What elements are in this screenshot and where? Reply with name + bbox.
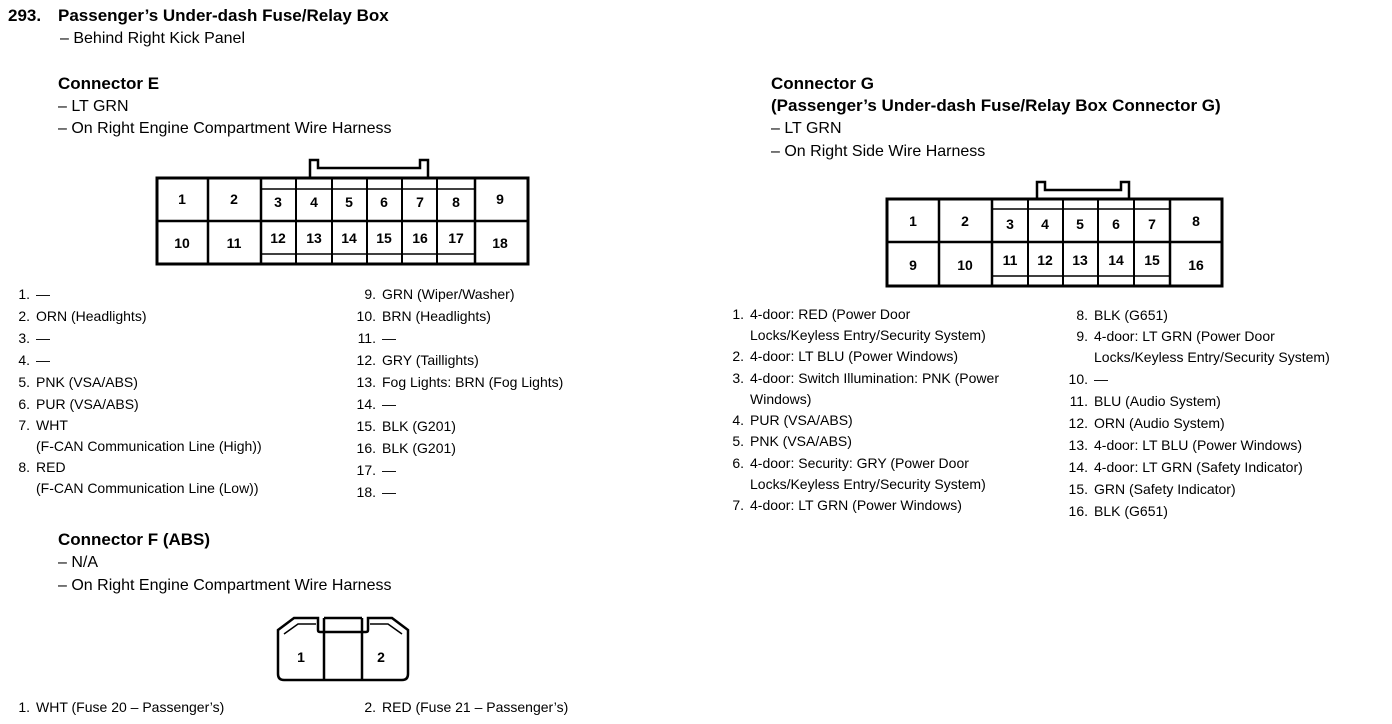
- connector-f-harness: – On Right Engine Compartment Wire Harness: [58, 577, 392, 594]
- pin-g-8: 8: [1192, 213, 1200, 229]
- connector-e-pins-right: [350, 283, 563, 503]
- pin-e-5: 5: [345, 194, 353, 210]
- list-item: 13. Fog Lights: BRN (Fog Lights): [356, 374, 564, 390]
- list-item: 5. PNK (VSA/ABS): [732, 433, 852, 449]
- pin-g-13: 13: [1072, 252, 1088, 268]
- pin-g-6: 6: [1112, 216, 1120, 232]
- list-item: 4. PUR (VSA/ABS): [732, 411, 853, 428]
- pin-g-9: 9: [909, 257, 917, 273]
- connector-f-diagram: [272, 612, 414, 684]
- list-item: 7. 4-door: LT GRN (Power Windows): [732, 496, 962, 513]
- list-item: 18. —: [356, 484, 396, 500]
- list-item: Locks/Keyless Entry/Security System): [1094, 349, 1330, 365]
- pin-e-6: 6: [380, 194, 388, 210]
- pin-e-18: 18: [492, 235, 508, 251]
- connector-g-color: – LT GRN: [771, 120, 842, 137]
- pin-e-17: 17: [448, 230, 464, 246]
- section-number: 293.: [8, 6, 42, 25]
- pin-g-5: 5: [1076, 216, 1084, 232]
- pin-e-12: 12: [270, 230, 286, 246]
- pin-g-15: 15: [1144, 252, 1160, 268]
- list-item: 10. —: [1068, 371, 1108, 387]
- list-item: 13. 4-door: LT BLU (Power Windows): [1068, 437, 1302, 453]
- list-item: 3. 4-door: Switch Illumination: PNK (Power: [732, 369, 999, 386]
- pin-f-1: 1: [297, 649, 305, 665]
- connector-e-harness: – On Right Engine Compartment Wire Harness: [58, 120, 392, 137]
- pin-g-2: 2: [961, 213, 969, 229]
- list-item: 8. BLK (G651): [1076, 307, 1168, 323]
- list-item: 7. WHT: [18, 417, 68, 433]
- pin-e-4: 4: [310, 194, 318, 210]
- list-item: Locks/Keyless Entry/Security System): [750, 475, 986, 492]
- pin-e-14: 14: [341, 230, 357, 246]
- list-item: 5. PNK (VSA/ABS): [18, 374, 138, 390]
- pin-f-2: 2: [377, 649, 385, 665]
- pin-e-9: 9: [496, 191, 504, 207]
- list-item: Locks/Keyless Entry/Security System): [750, 327, 986, 343]
- list-item: 4. —: [18, 352, 50, 368]
- list-item: 16. BLK (G651): [1068, 503, 1168, 519]
- pin-e-13: 13: [306, 230, 322, 246]
- pin-e-8: 8: [452, 194, 460, 210]
- connector-f-title: Connector F (ABS): [58, 530, 211, 549]
- list-item: 8. RED: [18, 459, 66, 475]
- connector-g-harness: – On Right Side Wire Harness: [771, 143, 986, 160]
- list-item: 2. 4-door: LT BLU (Power Windows): [732, 348, 958, 364]
- pin-e-3: 3: [274, 194, 282, 210]
- pin-g-7: 7: [1148, 216, 1156, 232]
- pin-e-11: 11: [226, 235, 242, 251]
- connector-e-diagram: [150, 154, 534, 270]
- connector-f-pin-2: [350, 696, 568, 718]
- pin-g-14: 14: [1108, 252, 1124, 268]
- section-location: – Behind Right Kick Panel: [60, 30, 245, 47]
- list-item: 14. —: [356, 396, 396, 412]
- list-item: 6. 4-door: Security: GRY (Power Door: [732, 454, 969, 471]
- list-item: 2. RED (Fuse 21 – Passenger’s): [364, 699, 569, 715]
- connector-g-title: Connector G: [771, 74, 874, 93]
- pin-e-15: 15: [376, 230, 392, 246]
- pin-g-11: 11: [1002, 252, 1018, 268]
- list-item: 2. ORN (Headlights): [18, 308, 147, 324]
- list-item: 6. PUR (VSA/ABS): [18, 396, 139, 412]
- list-item: 10. BRN (Headlights): [356, 308, 491, 324]
- connector-g-pins-left: [722, 304, 999, 516]
- pin-e-7: 7: [416, 194, 424, 210]
- connector-g-subtitle: (Passenger’s Under-dash Fuse/Relay Box Connector G): [771, 96, 1221, 115]
- pin-g-4: 4: [1041, 216, 1049, 232]
- connector-e-title: Connector E: [58, 74, 160, 93]
- connector-g-diagram: [880, 176, 1230, 292]
- pin-g-12: 12: [1037, 252, 1053, 268]
- list-item: 11. BLU (Audio System): [1069, 393, 1221, 409]
- list-item: 1. —: [18, 286, 50, 302]
- connector-f-pin-1: [8, 696, 224, 718]
- list-item: 9. GRN (Wiper/Washer): [364, 286, 515, 302]
- list-item: 9. 4-door: LT GRN (Power Door: [1076, 328, 1275, 344]
- list-item: 12. GRY (Taillights): [356, 352, 479, 368]
- list-item: 15. BLK (G201): [356, 418, 456, 434]
- list-item: 11. —: [357, 330, 396, 346]
- list-item: 14. 4-door: LT GRN (Safety Indicator): [1068, 459, 1303, 475]
- connector-e-pins-left: [8, 283, 262, 499]
- list-item: 17. —: [356, 462, 396, 478]
- list-item: 1. 4-door: RED (Power Door: [732, 306, 911, 322]
- pin-e-16: 16: [412, 230, 428, 246]
- pin-e-10: 10: [174, 235, 190, 251]
- list-item: 15. GRN (Safety Indicator): [1068, 481, 1236, 497]
- pin-g-16: 16: [1188, 257, 1204, 273]
- pin-e-2: 2: [230, 191, 238, 207]
- section-title: Passenger’s Under-dash Fuse/Relay Box: [58, 6, 389, 25]
- connector-g-pins-right: [1062, 304, 1330, 522]
- list-item: (F-CAN Communication Line (High)): [36, 438, 262, 454]
- connector-f-color: – N/A: [58, 554, 99, 571]
- list-item: 1. WHT (Fuse 20 – Passenger’s): [18, 699, 225, 715]
- pin-g-10: 10: [957, 257, 973, 273]
- list-item: Windows): [750, 390, 812, 407]
- list-item: 3. —: [18, 330, 50, 346]
- list-item: 12. ORN (Audio System): [1068, 415, 1225, 431]
- pin-g-1: 1: [909, 213, 917, 229]
- list-item: (F-CAN Communication Line (Low)): [36, 480, 259, 496]
- pin-e-1: 1: [178, 191, 186, 207]
- list-item: 16. BLK (G201): [356, 440, 456, 456]
- connector-e-color: – LT GRN: [58, 98, 129, 115]
- pin-g-3: 3: [1006, 216, 1014, 232]
